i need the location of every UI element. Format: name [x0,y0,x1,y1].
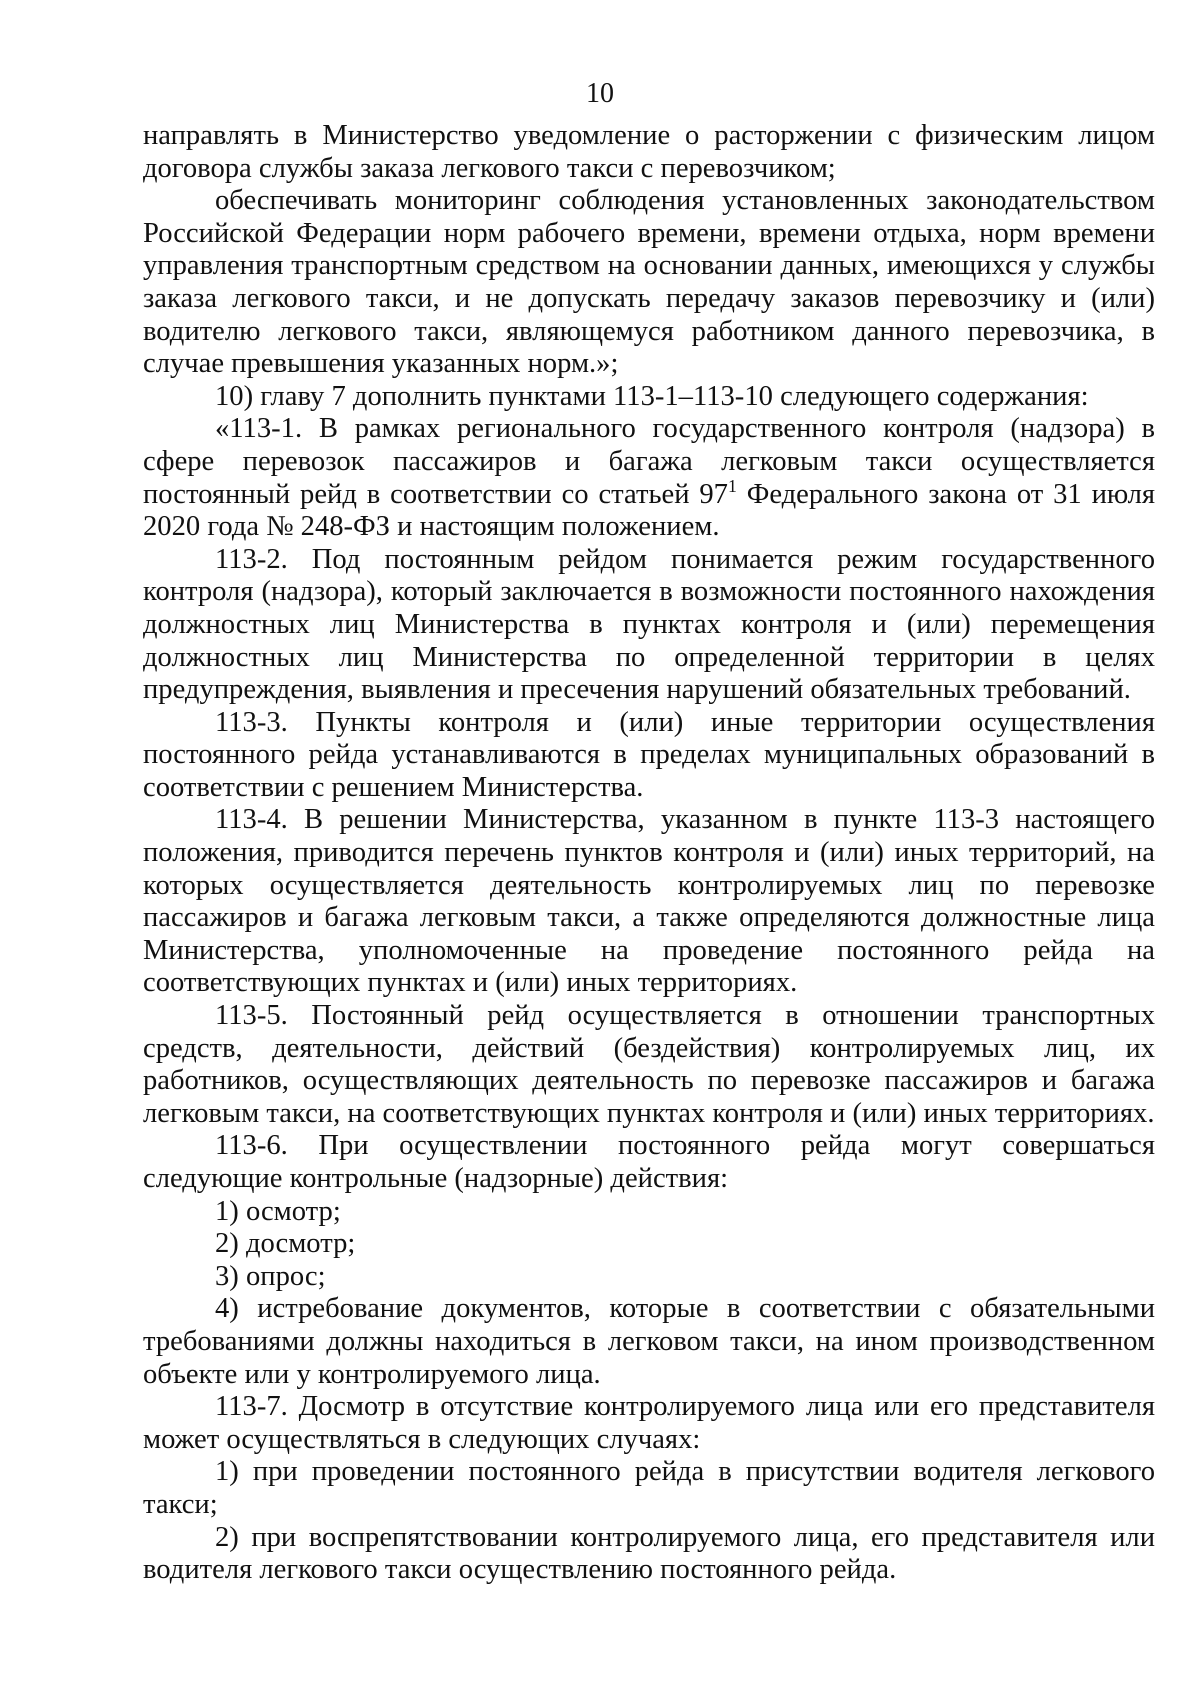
list-item-2: 2) досмотр; [215,1228,356,1260]
document-body [143,120,1155,1587]
paragraph-6: 113-3. Пункты контроля и (или) иные территории осуществления постоянного рейда устанавливаются в пределах муниципальных образований в соответствии с решением Министерства. [143,706,1155,803]
paragraph-4 [143,413,1155,543]
paragraph-3: 10) главу 7 дополнить пунктами 113-1–113-10 следующего содержания: [215,380,1089,412]
paragraph-9: 113-6. При осуществлении постоянного рейда могут совершаться следующие контрольные (надзорные) действия: [143,1130,1155,1194]
list-item-5: 1) при проведении постоянного рейда в присутствии водителя легкового такси; [143,1456,1155,1520]
paragraph-4-superscript: 1 [727,475,737,496]
paragraph-8: 113-5. Постоянный рейд осуществляется в отношении транспортных средств, деятельности, действий (бездействия) контролируемых лиц, их работников, осуществляющих деятельность по перевозке пассажиров и багажа легковым такси, на соответствующих пунктах контроля и (или) иных территориях. [143,1000,1155,1129]
paragraph-2: обеспечивать мониторинг соблюдения установленных законодательством Российской Федерации норм рабочего времени, времени отдыха, норм времени управления транспортным средством на основании данных, имеющихся у службы заказа легкового такси, и не допускать передачу заказов перевозчику и (или) водителю легкового такси, являющемуся работником данного перевозчика, в случае превышения указанных норм.»; [143,185,1155,380]
paragraph-1: направлять в Министерство уведомление о расторжении с физическим лицом договора службы заказа легкового такси с перевозчиком; [143,120,1155,184]
paragraph-4-before: «113-1. В рамках регионального государственного контроля (надзора) в сфере перевозок пассажиров и багажа легковым такси осуществляется постоянный рейд в соответствии со статьей 97 [143,413,1155,510]
page-number: 10 [586,78,614,109]
paragraph-5: 113-2. Под постоянным рейдом понимается режим государственного контроля (надзора), который заключается в возможности постоянного нахождения должностных лиц Министерства в пунктах контроля и (или) перемещения должностных лиц Министерства по определенной территории в целях предупреждения, выявления и пресечения нарушений обязательных требований. [143,543,1155,706]
list-item-4: 4) истребование документов, которые в соответствии с обязательными требованиями должны находиться в легковом такси, на ином производственном объекте или у контролируемого лица. [143,1293,1155,1390]
list-item-3: 3) опрос; [215,1260,326,1292]
list-item-6: 2) при воспрепятствовании контролируемого лица, его представителя или водителя легкового такси осуществлению постоянного рейда. [143,1521,1155,1586]
paragraph-7: 113-4. В решении Министерства, указанном в пункте 113-3 настоящего положения, приводится перечень пунктов контроля и (или) иных территорий, на которых осуществляется деятельность контролируемых лиц по перевозке пассажиров и багажа легковым такси, а также определяются должностные лица Министерства, уполномоченные на проведение постоянного рейда на соответствующих пунктах и (или) иных территориях. [143,804,1155,999]
list-item-1: 1) осмотр; [215,1195,341,1227]
paragraph-4-after: Федерального закона от 31 июля 2020 года № 248-ФЗ и настоящим положением. [143,478,1155,543]
paragraph-10: 113-7. Досмотр в отсутствие контролируемого лица или его представителя может осуществляться в следующих случаях: [143,1391,1155,1455]
